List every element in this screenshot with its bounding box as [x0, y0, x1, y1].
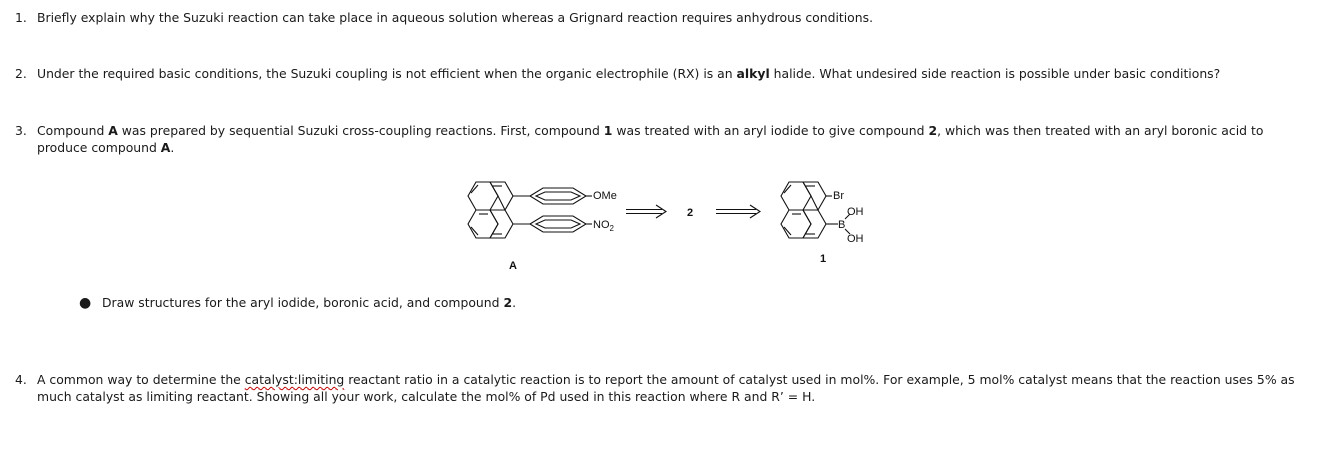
compound-1-label: 1	[820, 253, 827, 265]
retro-arrow-1	[626, 205, 666, 218]
question-text: Briefly explain why the Suzuki reaction can take place in aqueous solution whereas a Grignard reaction requires anhydrous conditions.	[37, 10, 874, 25]
question-number: 2.	[15, 66, 27, 81]
question-number: 1.	[15, 10, 27, 25]
intermediate-2-label: 2	[687, 207, 694, 219]
br-label: Br	[833, 190, 844, 202]
compound-a-label: A	[509, 260, 517, 272]
no2-label: $NO_2$	[593, 219, 614, 233]
spellcheck-underlined-term: catalyst:limiting	[244, 372, 345, 387]
ome-label: OMe	[593, 190, 617, 202]
oh-top-label: OH	[847, 206, 864, 218]
boron-label: B	[838, 219, 846, 231]
bullet-icon: ●	[79, 295, 92, 311]
compound-a-structure	[468, 182, 592, 238]
question-text: Under the required basic conditions, the Suzuki coupling is not efficient when the organic electrophile (RX) is an alkyl halide. What undesired side reaction is possible under basic conditions?	[37, 66, 1221, 81]
instruction-bullet: ● Draw structures for the aryl iodide, boronic acid, and compound 2.	[79, 295, 517, 311]
question-number: 4.	[15, 372, 27, 387]
question-text: A common way to determine the catalyst:limiting reactant ratio in a catalytic reaction is to report the amount of catalyst used in mol%. For example, 5 mol% catalyst means that the reaction uses 5% as much catalyst as limiting reactant. Showing all your work, calculate the mol% of Pd used in this reaction where R and R’ = H.	[37, 372, 1295, 404]
question-number: 3.	[15, 123, 27, 138]
question-4	[15, 371, 1311, 405]
question-text: Compound A was prepared by sequential Suzuki cross-coupling reactions. First, compound 1 was treated with an aryl iodide to give compound 2, which was then treated with an aryl boronic acid to produce compound A.	[37, 123, 1264, 155]
emphasis-alkyl: alkyl	[736, 66, 770, 81]
oh-bottom-label: OH	[847, 233, 864, 245]
retro-arrow-2	[716, 205, 760, 218]
